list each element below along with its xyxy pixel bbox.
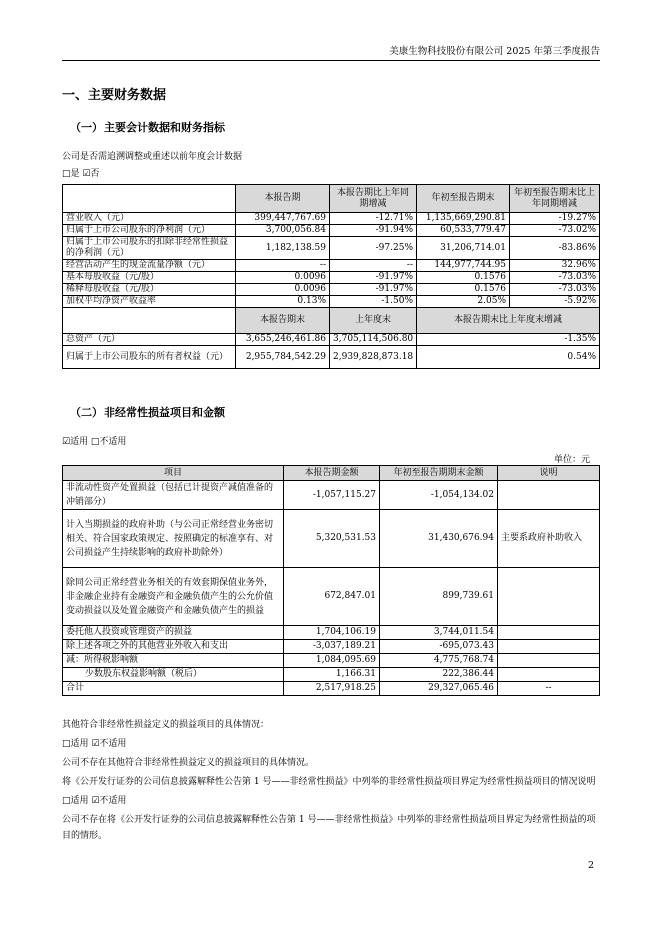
table-cell: -1,057,115.27 xyxy=(284,481,380,510)
table-cell: 0.0096 xyxy=(236,272,330,284)
note-text: 公司不存在将《公开发行证券的公司信息披露解释性公告第 1 号——非经常性损益》中列举的非经常性损益项目界定为经常性损益的项目的情形。 xyxy=(62,815,596,841)
table-cell: -73.03% xyxy=(510,272,600,284)
header-cell: 本报告期金额 xyxy=(284,466,380,481)
row-label: 基本每股收益（元/股） xyxy=(63,272,236,284)
table-cell xyxy=(498,568,600,626)
table-row xyxy=(63,626,600,640)
table-cell: -91.97% xyxy=(330,272,417,284)
table-cell: 399,447,767.69 xyxy=(236,213,330,225)
table-cell: 1,166.31 xyxy=(284,668,380,682)
header-cell: 年初至报告期末比上年同期增减 xyxy=(510,185,600,213)
subsection-2-label: 非经常性损益项目和金额 xyxy=(104,406,225,419)
table-cell: 5,320,531.53 xyxy=(284,510,380,568)
table-cell: -19.27% xyxy=(510,213,600,225)
table-cell: 0.1576 xyxy=(417,284,510,296)
table-cell: 31,430,676.94 xyxy=(380,510,498,568)
table-cell: -12.71% xyxy=(330,213,417,225)
table-row xyxy=(63,346,600,369)
row-label: 归属于上市公司股东的所有者权益（元） xyxy=(63,346,236,369)
table-cell: 60,533,779.47 xyxy=(417,225,510,237)
table-cell: 31,206,714.01 xyxy=(417,237,510,260)
table-row xyxy=(63,654,600,668)
table-cell: 32.96% xyxy=(510,260,600,272)
note-choice: □适用 ☑不适用 xyxy=(62,796,127,806)
unit-label: 单位：元 xyxy=(553,455,590,465)
header-cell: 本报告期末比上年度末增减 xyxy=(417,308,600,334)
table-cell: -3,037,189.21 xyxy=(284,640,380,654)
subsection-1-label: 主要会计数据和财务指标 xyxy=(104,121,225,134)
row-label: 营业收入（元） xyxy=(63,213,236,225)
table-cell: -1.35% xyxy=(417,334,600,346)
note-text: 公司不存在其他符合非经常性损益定义的损益项目的具体情况。 xyxy=(62,758,315,768)
table-header-row xyxy=(63,466,600,481)
row-label: 委托他人投资或管理资产的损益 xyxy=(63,626,284,640)
table-cell: 144,977,744.95 xyxy=(417,260,510,272)
table-cell: 0.0096 xyxy=(236,284,330,296)
table-cell: 29,327,065.46 xyxy=(380,682,498,696)
restatement-question: 公司是否需追溯调整或重述以前年度会计数据 xyxy=(62,152,243,162)
row-label: 计入当期损益的政府补助（与公司正常经营业务密切相关、符合国家政策规定、按照确定的标准享有、对公司损益产生持续影响的政府补助除外） xyxy=(63,510,284,568)
subsection-2-title xyxy=(70,404,225,420)
table-row xyxy=(63,481,600,510)
page-number: 2 xyxy=(587,860,594,871)
table-cell: 2,955,784,542.29 xyxy=(236,346,330,369)
table-cell xyxy=(498,668,600,682)
subsection-2-number: （二） xyxy=(70,406,103,419)
report-header: 美康生物科技股份有限公司 2025 年第三季度报告 xyxy=(389,46,600,57)
table-cell: 2,939,828,873.18 xyxy=(330,346,417,369)
header-cell xyxy=(63,308,236,334)
header-cell: 项目 xyxy=(63,466,284,481)
table-cell: 1,135,669,290.81 xyxy=(417,213,510,225)
table-row xyxy=(63,284,600,296)
table-cell: 3,705,114,506.80 xyxy=(330,334,417,346)
table-cell: 3,744,011.54 xyxy=(380,626,498,640)
table-cell: -- xyxy=(330,260,417,272)
table-cell: 222,386.44 xyxy=(380,668,498,682)
table-cell: -83.86% xyxy=(510,237,600,260)
table-cell: 2.05% xyxy=(417,296,510,308)
row-label: 归属于上市公司股东的净利润（元） xyxy=(63,225,236,237)
table-row xyxy=(63,640,600,654)
table-row xyxy=(63,260,600,272)
table-cell xyxy=(498,654,600,668)
section-title: 一、主要财务数据 xyxy=(62,88,167,103)
table-cell: 1,182,138.59 xyxy=(236,237,330,260)
row-label: 非流动性资产处置损益（包括已计提资产减值准备的冲销部分） xyxy=(63,481,284,510)
table-header-row-2 xyxy=(63,308,600,334)
notes-block xyxy=(62,717,599,844)
table-cell: -91.97% xyxy=(330,284,417,296)
table-cell: 1,084,095.69 xyxy=(284,654,380,668)
header-cell: 说明 xyxy=(498,466,600,481)
table-cell: -1,054,134.02 xyxy=(380,481,498,510)
table-row xyxy=(63,213,600,225)
table-row xyxy=(63,568,600,626)
header-cell: 本报告期 xyxy=(236,185,330,213)
table-cell: -- xyxy=(498,682,600,696)
subsection-1-title xyxy=(70,119,225,135)
row-label: 总资产（元） xyxy=(63,334,236,346)
table-cell: 1,704,106.19 xyxy=(284,626,380,640)
row-label: 除上述各项之外的其他营业外收入和支出 xyxy=(63,640,284,654)
header-rule xyxy=(62,60,600,61)
table-cell: -5.92% xyxy=(510,296,600,308)
table-total-row xyxy=(63,682,600,696)
restatement-choice: □是 ☑否 xyxy=(62,169,100,179)
row-label: 稀释每股收益（元/股） xyxy=(63,284,236,296)
row-label: 归属于上市公司股东的扣除非经常性损益的净利润（元） xyxy=(63,237,236,260)
row-label: 少数股东权益影响额（税后） xyxy=(63,668,284,682)
table-cell: 2,517,918.25 xyxy=(284,682,380,696)
header-cell: 上年度末 xyxy=(330,308,417,334)
header-cell: 年初至报告期末 xyxy=(417,185,510,213)
row-label: 加权平均净资产收益率 xyxy=(63,296,236,308)
header-cell: 年初至报告期期末金额 xyxy=(380,466,498,481)
table-cell xyxy=(498,626,600,640)
table-cell xyxy=(498,640,600,654)
header-cell xyxy=(63,185,236,213)
table-header-row xyxy=(63,185,600,213)
table-cell: -695,073.43 xyxy=(380,640,498,654)
table-cell: 0.1576 xyxy=(417,272,510,284)
table-row xyxy=(63,237,600,260)
row-label: 除同公司正常经营业务相关的有效套期保值业务外，非金融企业持有金融资产和金融负债产生的公允价值变动损益以及处置金融资产和金融负债产生的损益 xyxy=(63,568,284,626)
applicable-choice: ☑适用 □不适用 xyxy=(62,437,127,447)
table-cell: -1.50% xyxy=(330,296,417,308)
table-row xyxy=(63,334,600,346)
note-text: 将《公开发行证券的公司信息披露解释性公告第 1 号——非经常性损益》中列举的非经常性损益项目界定为经常性损益项目的情况说明 xyxy=(62,777,596,787)
table-row xyxy=(63,296,600,308)
table-cell: 3,655,246,461.86 xyxy=(236,334,330,346)
table-cell: 0.13% xyxy=(236,296,330,308)
table-row xyxy=(63,668,600,682)
table-cell: -- xyxy=(236,260,330,272)
table-cell: 3,700,056.84 xyxy=(236,225,330,237)
header-cell: 本报告期末 xyxy=(236,308,330,334)
subsection-1-number: （一） xyxy=(70,121,103,134)
row-label: 减：所得税影响额 xyxy=(63,654,284,668)
table-cell: 0.54% xyxy=(417,346,600,369)
table-cell: -73.03% xyxy=(510,284,600,296)
table-cell: 4,775,768.74 xyxy=(380,654,498,668)
table-cell: -73.02% xyxy=(510,225,600,237)
header-cell: 本报告期比上年同期增减 xyxy=(330,185,417,213)
table-row xyxy=(63,272,600,284)
table-row xyxy=(63,510,600,568)
table-cell: 899,739.61 xyxy=(380,568,498,626)
non-recurring-items-table xyxy=(62,465,600,696)
note-choice: □适用 ☑不适用 xyxy=(62,739,127,749)
table-cell: 主要系政府补助收入 xyxy=(498,510,600,568)
table-cell: -97.25% xyxy=(330,237,417,260)
table-cell: 672,847.01 xyxy=(284,568,380,626)
table-cell: -91.94% xyxy=(330,225,417,237)
row-label: 经营活动产生的现金流量净额（元） xyxy=(63,260,236,272)
note-text: 其他符合非经常性损益定义的损益项目的具体情况： xyxy=(62,720,270,730)
table-row xyxy=(63,225,600,237)
row-label: 合计 xyxy=(63,682,284,696)
financial-indicators-table xyxy=(62,184,600,369)
table-cell xyxy=(498,481,600,510)
